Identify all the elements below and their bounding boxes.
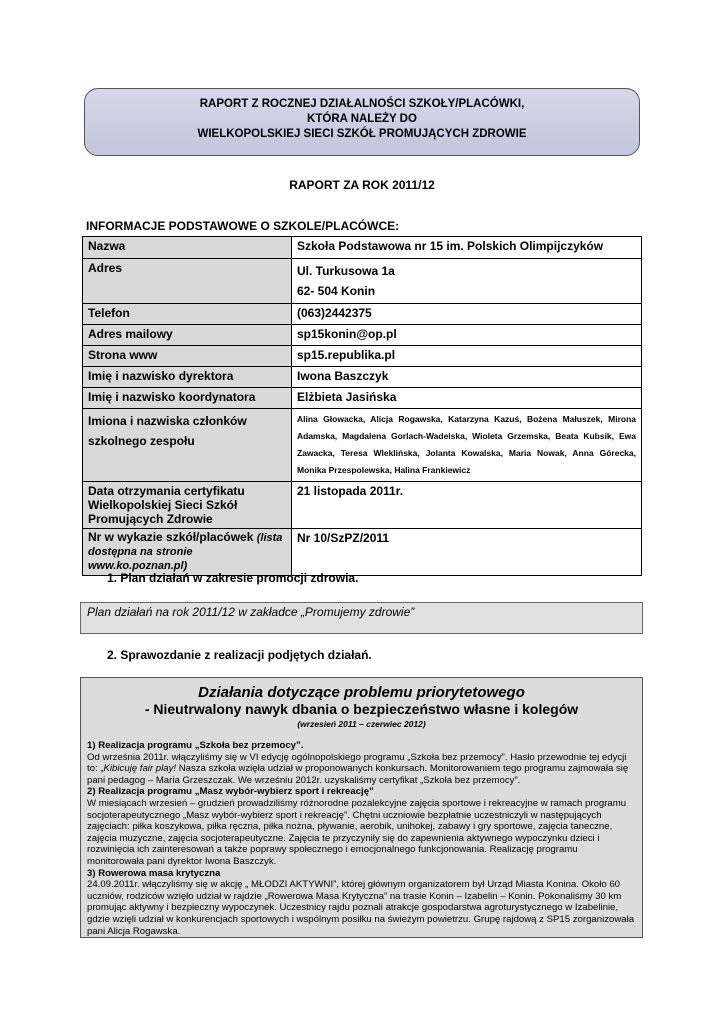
school-info-table: [82, 236, 642, 576]
report-box-title: Działania dotyczące problemu priorytetowego: [198, 684, 525, 701]
registry-value: Nr 10/SzPZ/2011: [292, 529, 642, 576]
team-label-line-2: szkolnego zespołu: [88, 434, 195, 448]
email-label: Adres mailowy: [83, 325, 292, 346]
paragraph-2-text: W miesiącach wrzesień – grudzień prowadziliśmy różnorodne pozalekcyjne zajęcia sportowe i rekreacyjne w ramach programu socjoterapeutycznego „Masz wybór-wybierz sport i rekreację”. Chętni uczniowie bezpłatnie uczestniczyli w następujących zajęciach: piłka koszykowa, piłka ręczna, piłka nożna, pływanie, aerobik, unihokej, zabawy i gry sportowe, zajęcia taneczne, zajęcia muzyczne, zajęcia socjoterapeutyczne. Zajęcia te przyczyniły się do zapewnienia aktywnego wypoczynku dzieci i rozwinięcia ich zainteresowań a także poprawy społecznego i emocjonalnego funkcjonowania. Realizację programu monitorowała pani dyrektor Iwona Baszczyk.: [87, 797, 627, 867]
table-row: [83, 237, 642, 259]
paragraph-1-text-a: Od września 2011r. włączyliśmy się w VI edycję ogólnopolskiego programu „Szkoła bez przemocy”. Hasło przewodnie tej edycji to: „: [87, 751, 627, 775]
header-line-3: WIELKOPOLSKIEJ SIECI SZKÓŁ PROMUJĄCYCH ZDROWIE: [197, 128, 527, 140]
director-value: Iwona Baszczyk: [292, 367, 642, 388]
report-box-subtitle: - Nieutrwalony nawyk dbania o bezpieczeństwo własne i kolegów: [144, 701, 579, 717]
coordinator-value: Elżbieta Jasińska: [292, 388, 642, 409]
header-line-2: KTÓRA NALEŻY DO: [307, 113, 417, 125]
paragraph-1-text-b: Nasza szkoła wzięła udział w proponowanych konkursach. Monitorowaniem tego programu zajmowała się pani pedagog – Maria Grzeszczak. We wrześniu 2012r. uzyskaliśmy certyfikat „Szkoła bez przemocy”.: [87, 763, 629, 786]
paragraph-1-text: [87, 752, 636, 787]
table-row: [83, 304, 642, 325]
table-row: [83, 346, 642, 367]
paragraph-2-heading: 2) Realizacja programu „Masz wybór-wybierz sport i rekreację”: [87, 786, 374, 798]
address-label: Adres: [83, 259, 292, 304]
registry-label-text: Nr w wykazie szkół/placówek: [88, 530, 254, 544]
report-year-title: RAPORT ZA ROK 2011/12: [289, 178, 435, 192]
table-row: [83, 409, 642, 482]
address-line-2: 62- 504 Konin: [297, 284, 376, 298]
registry-label: [83, 529, 292, 576]
name-value: Szkoła Podstawowa nr 15 im. Polskich Olimpijczyków: [292, 237, 642, 259]
report-box: [80, 677, 643, 938]
address-line-1: Ul. Turkusowa 1a: [297, 264, 395, 278]
header-line-1: RAPORT Z ROCZNEJ DZIAŁALNOŚCI SZKOŁY/PLACÓWKI,: [199, 98, 525, 110]
paragraph-1-text-italic: Kibicuję fair play!: [103, 763, 177, 775]
table-row: [83, 482, 642, 529]
section-1-heading: 1. Plan działań w zakresie promocji zdrowia.: [107, 571, 359, 585]
name-label: Nazwa: [83, 237, 292, 259]
info-heading: INFORMACJE PODSTAWOWE O SZKOLE/PLACÓWCE:: [86, 219, 400, 233]
table-row: [83, 259, 642, 304]
certificate-label: Data otrzymania certyfikatu Wielkopolskiej Sieci Szkół Promujących Zdrowie: [83, 482, 292, 529]
paragraph-3-heading: 3) Rowerowa masa krytyczna: [87, 867, 221, 879]
plan-box: Plan działań na rok 2011/12 w zakładce „Promujemy zdrowie”: [80, 602, 643, 634]
phone-label: Telefon: [83, 304, 292, 325]
table-row: [83, 388, 642, 409]
www-label: Strona www: [83, 346, 292, 367]
director-label: Imię i nazwisko dyrektora: [83, 367, 292, 388]
address-value: [292, 259, 642, 304]
team-label-line-1: Imiona i nazwiska członków: [88, 414, 247, 428]
registry-label-note: (lista dostępna na stronie www.ko.poznan.pl): [88, 532, 283, 572]
email-value: sp15konin@op.pl: [292, 325, 642, 346]
paragraph-3-text: 24.09.2011r. włączyliśmy się w akcję „ MŁODZI AKTYWNI”, której głównym organizatorem był Urząd Miasta Konina. Około 60 uczniów, rodziców wzięło udział w rajdzie „Rowerowa Masa Krytyczna” na trasie Konin – Izabelin – Konin. Pokonaliśmy 30 km promując aktywny i bezpieczny wypoczynek. Uczestnicy rajdu poznali atrakcje gospodarstwa agroturystycznego w Izabelinie, gdzie wzięli udział w konkurencjach sportowych i wspólnym posiłku na świeżym powietrzu. Grupę rajdową z SP15 zorganizowała pani Alicja Rogawska.: [87, 879, 635, 937]
table-row: [83, 529, 642, 576]
report-header-box: [84, 88, 640, 156]
team-value: Alina Głowacka, Alicja Rogawska, Katarzyna Kazuś, Bożena Małuszek, Mirona Adamska, Magdalena Gorlach-Wadelska, Wioleta Grzemska, Beata Kubsik, Ewa Zawacka, Teresa Wleklińska, Jolanta Kowalska, Maria Nowak, Anna Górecka, Monika Przespolewska, Halina Frankiewicz: [292, 409, 642, 482]
www-value: sp15.republika.pl: [292, 346, 642, 367]
coordinator-label: Imię i nazwisko koordynatora: [83, 388, 292, 409]
phone-value: (063)2442375: [292, 304, 642, 325]
report-box-date-range: (wrzesień 2011 – czerwiec 2012): [297, 719, 426, 729]
table-row: [83, 325, 642, 346]
certificate-value: 21 listopada 2011r.: [292, 482, 642, 529]
section-2-heading: 2. Sprawozdanie z realizacji podjętych działań.: [107, 648, 372, 662]
team-label: [83, 409, 292, 482]
table-row: [83, 367, 642, 388]
paragraph-1-heading: 1) Realizacja programu „Szkoła bez przemocy”.: [87, 740, 304, 751]
